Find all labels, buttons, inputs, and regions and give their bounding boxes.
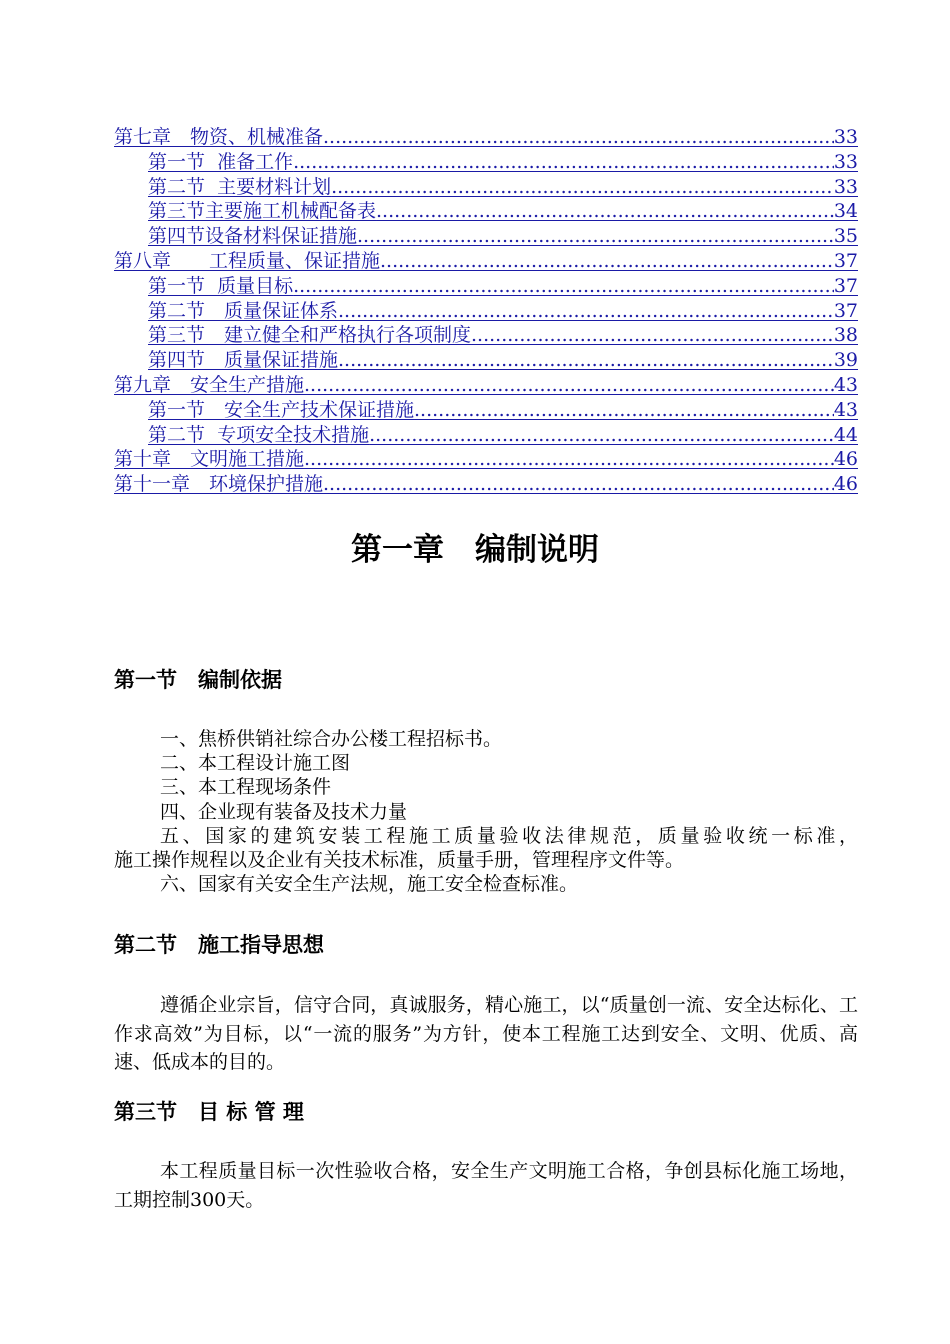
section-body-basis xyxy=(114,727,858,896)
chapter-title: 第一章 编制说明 xyxy=(351,532,599,568)
basis-item-continuation: 施工操作规程以及企业有关技术标准，质量手册，管理程序文件等。 xyxy=(114,849,685,872)
toc-entry-page-number: 46 xyxy=(833,448,858,471)
toc-entry[interactable] xyxy=(114,472,858,497)
toc-entry-title: 第七章 物资、机械准备 xyxy=(114,126,324,148)
toc-entry[interactable] xyxy=(114,274,858,299)
toc-entry-page-number: 34 xyxy=(833,200,858,223)
toc-entry-page-number: 43 xyxy=(833,398,858,421)
toc-dot-leader xyxy=(357,224,834,249)
toc-entry-title: 第八章 工程质量、保证措施 xyxy=(114,249,381,272)
toc-entry-title: 第三节主要施工机械配备表 xyxy=(148,200,377,223)
section-heading-guiding-idea: 第二节 施工指导思想 xyxy=(114,933,324,957)
toc-entry[interactable] xyxy=(114,199,858,224)
toc-entry-page-number: 35 xyxy=(833,225,858,248)
toc-dot-leader xyxy=(304,373,834,398)
toc-entry-title: 第一节 安全生产技术保证措施 xyxy=(148,398,415,421)
toc-entry[interactable] xyxy=(114,175,858,200)
toc-entry-page-number: 33 xyxy=(833,175,858,198)
toc-dot-leader xyxy=(471,323,834,348)
toc-entry-page-number: 33 xyxy=(833,126,858,148)
table-of-contents xyxy=(114,125,858,497)
toc-dot-leader xyxy=(293,274,834,299)
toc-entry[interactable] xyxy=(114,348,858,373)
toc-entry[interactable] xyxy=(114,299,858,324)
toc-entry-title: 第二节 专项安全技术措施 xyxy=(148,423,370,446)
toc-entry[interactable] xyxy=(114,249,858,274)
toc-dot-leader xyxy=(338,348,834,373)
section-body-target-management xyxy=(114,1157,858,1214)
target-management-paragraph: 本工程质量目标一次性验收合格，安全生产文明施工合格，争创县标化施工场地，工期控制300天。 xyxy=(114,1160,858,1211)
section-heading-target-management: 第三节 目 标 管 理 xyxy=(114,1100,304,1124)
toc-entry[interactable] xyxy=(114,323,858,348)
toc-dot-leader xyxy=(323,472,834,497)
toc-entry-page-number: 37 xyxy=(833,249,858,272)
toc-entry[interactable] xyxy=(114,373,858,398)
basis-item: 六、国家有关安全生产法规，施工安全检查标准。 xyxy=(160,873,579,896)
toc-entry[interactable] xyxy=(114,447,858,472)
toc-entry-title: 第三节 建立健全和严格执行各项制度 xyxy=(148,324,472,347)
toc-dot-leader xyxy=(323,125,834,150)
toc-dot-leader xyxy=(369,423,834,448)
toc-dot-leader xyxy=(414,398,834,423)
toc-entry[interactable] xyxy=(114,224,858,249)
basis-item: 三、本工程现场条件 xyxy=(160,776,332,799)
toc-dot-leader xyxy=(304,447,834,472)
toc-entry-title: 第十一章 环境保护措施 xyxy=(114,473,324,496)
basis-item: 五、国家的建筑安装工程施工质量验收法律规范，质量验收统一标准， xyxy=(160,824,858,847)
toc-entry-page-number: 43 xyxy=(833,373,858,396)
toc-entry-title: 第九章 安全生产措施 xyxy=(114,373,305,396)
basis-item: 二、本工程设计施工图 xyxy=(160,752,351,775)
toc-entry-page-number: 46 xyxy=(833,473,858,496)
toc-entry-title: 第二节 质量保证体系 xyxy=(148,299,339,322)
toc-dot-leader xyxy=(331,175,834,200)
toc-dot-leader xyxy=(338,299,834,324)
basis-item: 一、焦桥供销社综合办公楼工程招标书。 xyxy=(160,728,503,750)
toc-entry-page-number: 44 xyxy=(833,423,858,446)
toc-entry[interactable] xyxy=(114,398,858,423)
section-heading-basis: 第一节 编制依据 xyxy=(114,668,282,692)
toc-dot-leader xyxy=(376,199,834,224)
toc-entry-page-number: 37 xyxy=(833,299,858,322)
toc-entry-title: 第一节 质量目标 xyxy=(148,274,294,297)
toc-entry-title: 第四节 质量保证措施 xyxy=(148,349,339,372)
section-body-guiding-idea xyxy=(114,991,858,1077)
toc-entry-title: 第十章 文明施工措施 xyxy=(114,448,305,471)
toc-entry[interactable] xyxy=(114,125,858,150)
toc-entry-title: 第一节 准备工作 xyxy=(148,150,294,173)
toc-entry[interactable] xyxy=(114,423,858,448)
guiding-idea-paragraph: 遵循企业宗旨，信守合同，真诚服务，精心施工，以“质量创一流、安全达标化、工作求高效”为目标，以“一流的服务”为方针，使本工程施工达到安全、文明、优质、高速、低成本的目的。 xyxy=(114,994,858,1073)
basis-item: 四、企业现有装备及技术力量 xyxy=(160,800,408,823)
toc-entry-page-number: 37 xyxy=(833,274,858,297)
toc-entry-page-number: 39 xyxy=(833,349,858,372)
toc-entry-page-number: 38 xyxy=(833,324,858,347)
toc-entry-title: 第四节设备材料保证措施 xyxy=(148,225,358,248)
toc-entry[interactable] xyxy=(114,150,858,175)
toc-entry-title: 第二节 主要材料计划 xyxy=(148,175,332,198)
toc-entry-page-number: 33 xyxy=(833,150,858,173)
toc-dot-leader xyxy=(293,150,834,175)
toc-dot-leader xyxy=(380,249,834,274)
